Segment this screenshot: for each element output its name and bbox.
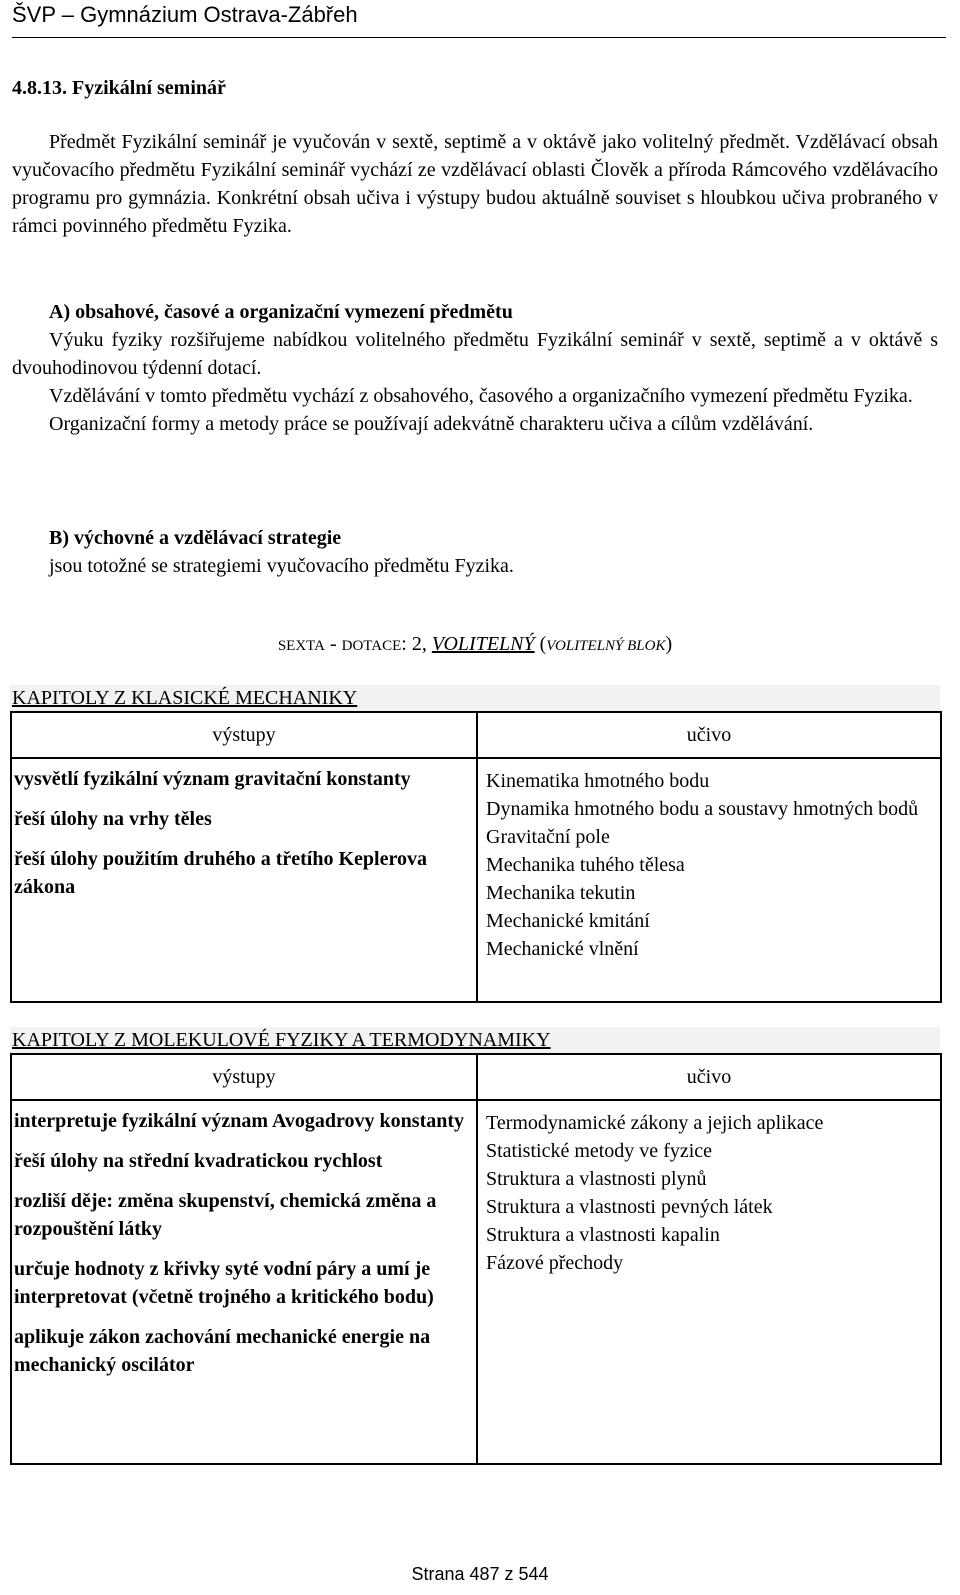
topic-item: Fázové přechody [486, 1252, 624, 1274]
dotace-label: DOTACE [341, 638, 402, 654]
chapter-heading-thermodynamics [10, 1027, 940, 1053]
content-cell [477, 758, 941, 1002]
outcomes-cell [11, 1100, 477, 1464]
outcome-item: vysvětlí fyzikální význam gravitační konstanty [14, 768, 411, 790]
topic-item: Gravitační pole [486, 826, 610, 848]
header-title: ŠVP – Gymnázium Ostrava-Zábřeh [12, 2, 358, 27]
table-header-row [11, 1054, 941, 1100]
section-heading: 4.8.13. Fyzikální seminář [12, 77, 226, 99]
outcome-item: interpretuje fyzikální význam Avogadrovy konstanty [14, 1110, 465, 1132]
grade-heading [12, 630, 938, 660]
part-a-paragraph-1: Výuku fyziky rozšiřujeme nabídkou volitelného předmětu Fyzikální seminář v sextě, septimě a v oktávě s dvouhodinovou týdenní dotací. [12, 329, 938, 379]
intro-paragraph: Předmět Fyzikální seminář je vyučován v sextě, septimě a v oktávě jako volitelný předmět. Vzdělávací obsah vyučovacího předmětu Fyzikální seminář vychází ze vzdělávací oblasti Člověk a příroda Rámcového vzdělávacího programu pro gymnázia. Konkrétní obsah učiva i výstupy budou aktuálně souviset s hloubkou učiva probraného v rámci povinného předmětu Fyzika. [12, 131, 938, 237]
part-a-paragraph-3: Organizační formy a metody práce se používají adekvátně charakteru učiva a cílům vzdělávání. [49, 413, 814, 435]
topic-item: Struktura a vlastnosti plynů [486, 1168, 707, 1190]
chapter-title: KAPITOLY Z MOLEKULOVÉ FYZIKY A TERMODYNAMIKY [12, 1029, 551, 1051]
part-a-paragraph-2: Vzdělávání v tomto předmětu vychází z obsahového, časového a organizačního vymezení předmětu Fyzika. [49, 385, 913, 407]
topic-item: Mechanické vlnění [486, 938, 639, 960]
grade-dash: - [324, 633, 342, 655]
part-b [12, 524, 938, 580]
topic-item: Termodynamické zákony a jejich aplikace [486, 1112, 824, 1134]
part-a [12, 298, 938, 438]
topic-item: Dynamika hmotného bodu a soustavy hmotných bodů [486, 798, 919, 820]
blok-open: ( [534, 633, 547, 655]
outcome-item: řeší úlohy na střední kvadratickou rychlost [14, 1150, 383, 1172]
column-header-content: učivo [477, 1054, 941, 1100]
table-row [11, 758, 941, 1002]
topic-item: Struktura a vlastnosti kapalin [486, 1224, 720, 1246]
table-header-row [11, 712, 941, 758]
blok-close: ) [665, 633, 673, 655]
outcome-item: rozliší děje: změna skupenství, chemická změna a rozpouštění látky [14, 1190, 437, 1240]
column-header-outcomes: výstupy [11, 712, 477, 758]
header-rule [12, 37, 946, 38]
curriculum-table-mechanics [10, 711, 942, 1003]
topic-item: Statistické metody ve fyzice [486, 1140, 713, 1162]
table-row [11, 1100, 941, 1464]
topic-item: Struktura a vlastnosti pevných látek [486, 1196, 773, 1218]
outcome-item: řeší úlohy na vrhy těles [14, 808, 212, 830]
outcome-item: určuje hodnoty z křivky syté vodní páry a umí je interpretovat (včetně trojného a kritického bodu) [14, 1258, 434, 1308]
content-cell [477, 1100, 941, 1464]
chapter-heading-mechanics [10, 685, 940, 711]
topic-item: Mechanické kmitání [486, 910, 650, 932]
outcome-item: aplikuje zákon zachování mechanické energie na mechanický oscilátor [14, 1326, 431, 1376]
column-header-outcomes: výstupy [11, 1054, 477, 1100]
part-b-heading: B) výchovné a vzdělávací strategie [49, 527, 342, 549]
dotace-value: : 2, [401, 633, 432, 655]
part-a-heading: A) obsahové, časové a organizační vymezení předmětu [49, 301, 513, 323]
column-header-content: učivo [477, 712, 941, 758]
topic-item: Kinematika hmotného bodu [486, 770, 710, 792]
topic-item: Mechanika tekutin [486, 882, 636, 904]
page-number: Strana 487 z 544 [411, 1564, 549, 1584]
curriculum-table-thermodynamics [10, 1053, 942, 1465]
topic-item: Mechanika tuhého tělesa [486, 854, 685, 876]
outcomes-cell [11, 758, 477, 1002]
part-b-text: jsou totožné se strategiemi vyučovacího předmětu Fyzika. [49, 555, 514, 577]
grade-name: SEXTA [277, 638, 325, 654]
volitelny-label: VOLITELNÝ [431, 633, 535, 655]
blok-label: VOLITELNÝ BLOK [546, 638, 666, 654]
chapter-title: KAPITOLY Z KLASICKÉ MECHANIKY [12, 687, 358, 709]
outcome-item: řeší úlohy použitím druhého a třetího Keplerova zákona [14, 848, 427, 898]
